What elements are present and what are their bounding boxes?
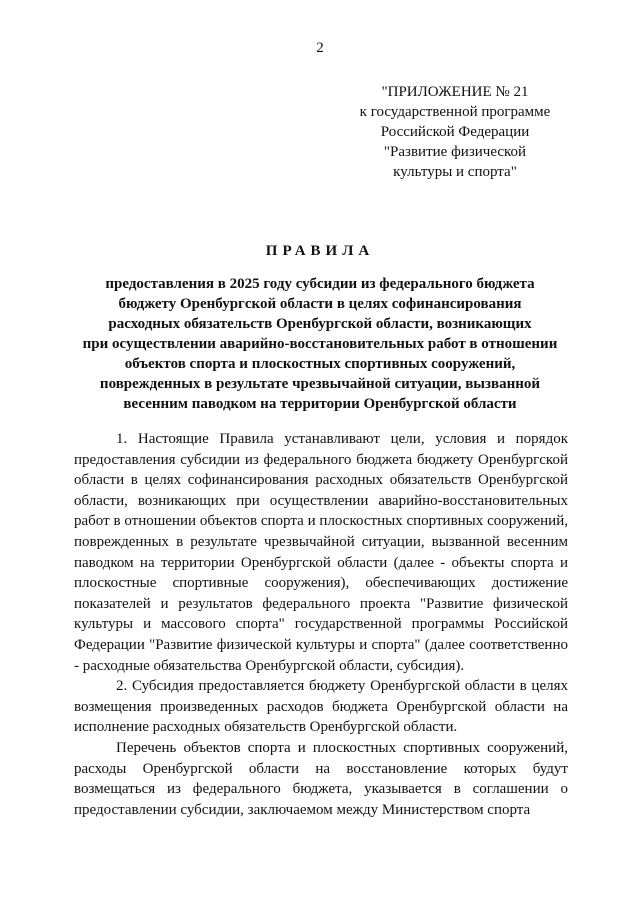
paragraph-2: 2. Субсидия предоставляется бюджету Оренбургской области в целях возмещения произведенных расходов бюджета Оренбургской области на исполнение расходных обязательств Оренбургской области. <box>74 678 568 736</box>
annex-line: "ПРИЛОЖЕНИЕ № 21 <box>381 84 529 100</box>
subtitle-line: весенним паводком на территории Оренбургской области <box>123 396 517 412</box>
annex-line: к государственной программе <box>359 104 551 120</box>
paragraph-1: 1. Настоящие Правила устанавливают цели, условия и порядок предоставления субсидии из федерального бюджета бюджету Оренбургской области в целях софинансирования расходных обязательств Оренбургской области, возникающих при осуществлении аварийно-восстановительных работ в отношении объектов спорта и плоскостных спортивных сооружений, поврежденных в результате чрезвычайной ситуации, вызванной весенним паводком на территории Оренбургской области (далее - объекты спорта и плоскостные спортивные сооружения), обеспечивающих достижение показателей и результатов федерального проекта "Развитие физической культуры и массового спорта" государственной программы Российской Федерации "Развитие физической культуры и спорта" (далее соответственно - расходные обязательства Оренбургской области, субсидия). <box>74 431 568 674</box>
annex-line: культуры и спорта" <box>393 164 517 180</box>
document-body <box>74 429 568 820</box>
page-number: 2 <box>316 40 324 56</box>
subtitle-line: объектов спорта и плоскостных спортивных сооружений, <box>124 356 516 372</box>
subtitle-line: поврежденных в результате чрезвычайной ситуации, вызванной <box>99 376 541 392</box>
document-title: ПРАВИЛА <box>265 243 375 259</box>
paragraph-3: Перечень объектов спорта и плоскостных спортивных сооружений, расходы Оренбургской области на восстановление которых будут возмещаться из федерального бюджета, указывается в соглашении о предоставлении субсидии, заключаемом между Министерством спорта <box>74 739 568 818</box>
subtitle-line: предоставления в 2025 году субсидии из федерального бюджета <box>105 276 535 292</box>
subtitle-line: при осуществлении аварийно-восстановительных работ в отношении <box>82 336 558 352</box>
subtitle-line: бюджету Оренбургской области в целях софинансирования <box>118 296 522 312</box>
annex-line: "Развитие физической <box>383 144 527 160</box>
annex-line: Российской Федерации <box>380 124 530 140</box>
subtitle-line: расходных обязательств Оренбургской области, возникающих <box>108 316 532 332</box>
document-subtitle <box>60 274 580 414</box>
annex-header <box>330 82 580 182</box>
